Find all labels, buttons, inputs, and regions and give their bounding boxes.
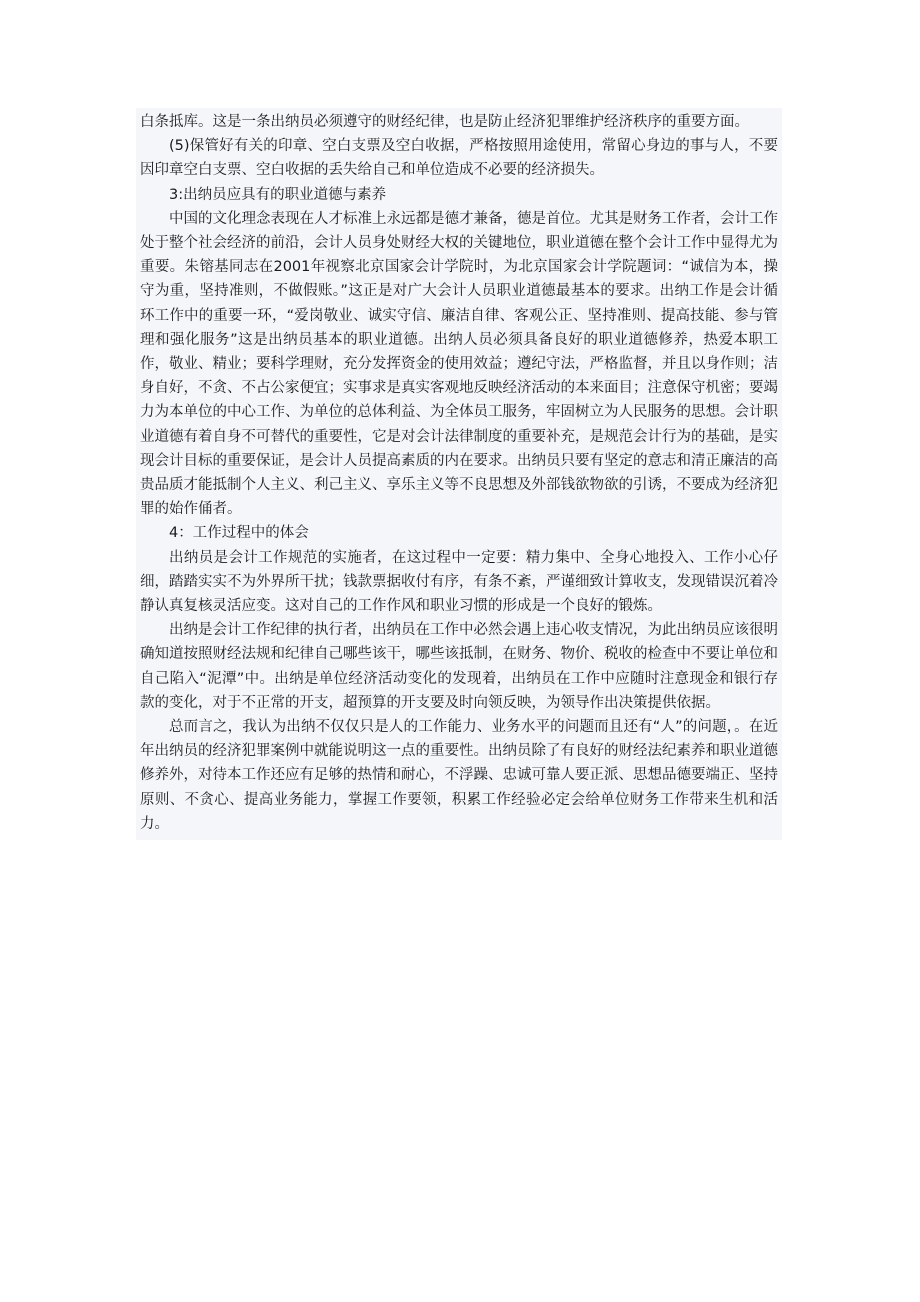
paragraph-4: 中国的文化理念表现在人才标准上永远都是德才兼备，德是首位。尤其是财务工作者，会计工作处于整个社会经济的前沿，会计人员身处财经大权的关键地位，职业道德在整个会计工作中显得尤为重要。朱镕基同志在2001年视察北京国家会计学院时，为北京国家会计学院题词：“诚信为本，操守为重，坚持准则，不做假账。”这正是对广大会计人员职业道德最基本的要求。出纳工作是会计循环工作中的重要一环，“爱岗敬业、诚实守信、廉洁自律、客观公正、坚持准则、提高技能、参与管理和强化服务”这是出纳员基本的职业道德。出纳人员必须具备良好的职业道德修养，热爱本职工作，敬业、精业；要科学理财，充分发挥资金的使用效益；遵纪守法，严格监督，并且以身作则；洁身自好，不贪、不占公家便宜；实事求是真实客观地反映经济活动的本来面目；注意保守机密；要竭力为本单位的中心工作、为单位的总体利益、为全体员工服务，牢固树立为人民服务的思想。会计职业道德有着自身不可替代的重要性，它是对会计法律制度的重要补充，是规范会计行为的基础，是实现会计目标的重要保证，是会计人员提高素质的内在要求。出纳员只要有坚定的意志和清正廉洁的高贵品质才能抵制个人主义、利己主义、享乐主义等不良思想及外部钱欲物欲的引诱，不要成为经济犯罪的始作俑者。 — [140, 210, 778, 518]
section-heading-3: 3:出纳员应具有的职业道德与素养 — [169, 186, 387, 203]
paragraph-6: 出纳员是会计工作规范的实施者，在这过程中一定要：精力集中、全身心地投入、工作小心仔细，踏踏实实不为外界所干扰；钱款票据收付有序，有条不紊，严谨细致计算收支，发现错误沉着冷静认真复核灵活应变。这对自己的工作作风和职业习惯的形成是一个良好的锻炼。 — [140, 549, 778, 615]
paragraph-1: 白条抵库。这是一条出纳员必须遵守的财经纪律，也是防止经济犯罪维护经济秩序的重要方面。 — [140, 114, 749, 130]
paragraph-2: (5)保管好有关的印章、空白支票及空白收据，严格按照用途使用，常留心身边的事与人，不要因印章空白支票、空白收据的丢失给自己和单位造成不必要的经济损失。 — [140, 138, 778, 179]
paragraph-8: 总而言之，我认为出纳不仅仅只是人的工作能力、业务水平的问题而且还有“人”的问题，。在近年出纳员的经济犯罪案例中就能说明这一点的重要性。出纳员除了有良好的财经法纪素养和职业道德修养外，对待本工作还应有足够的热情和耐心，不浮躁、忠诚可靠人要正派、思想品德要端正、坚持原则、不贪心、提高业务能力，掌握工作要领，积累工作经验必定会给单位财务工作带来生机和活力。 — [140, 719, 778, 832]
document-body — [136, 108, 782, 840]
section-heading-4: 4：工作过程中的体会 — [169, 525, 309, 542]
paragraph-7: 出纳是会计工作纪律的执行者，出纳员在工作中必然会遇上违心收支情况，为此出纳员应该很明确知道按照财经法规和纪律自己哪些该干，哪些该抵制，在财务、物价、税收的检查中不要让单位和自己陷入“泥潭”中。出纳是单位经济活动变化的发现着，出纳员在工作中应随时注意现金和银行存款的变化，对于不正常的开支，超预算的开支要及时向领反映，为领导作出决策提供依据。 — [140, 622, 778, 711]
